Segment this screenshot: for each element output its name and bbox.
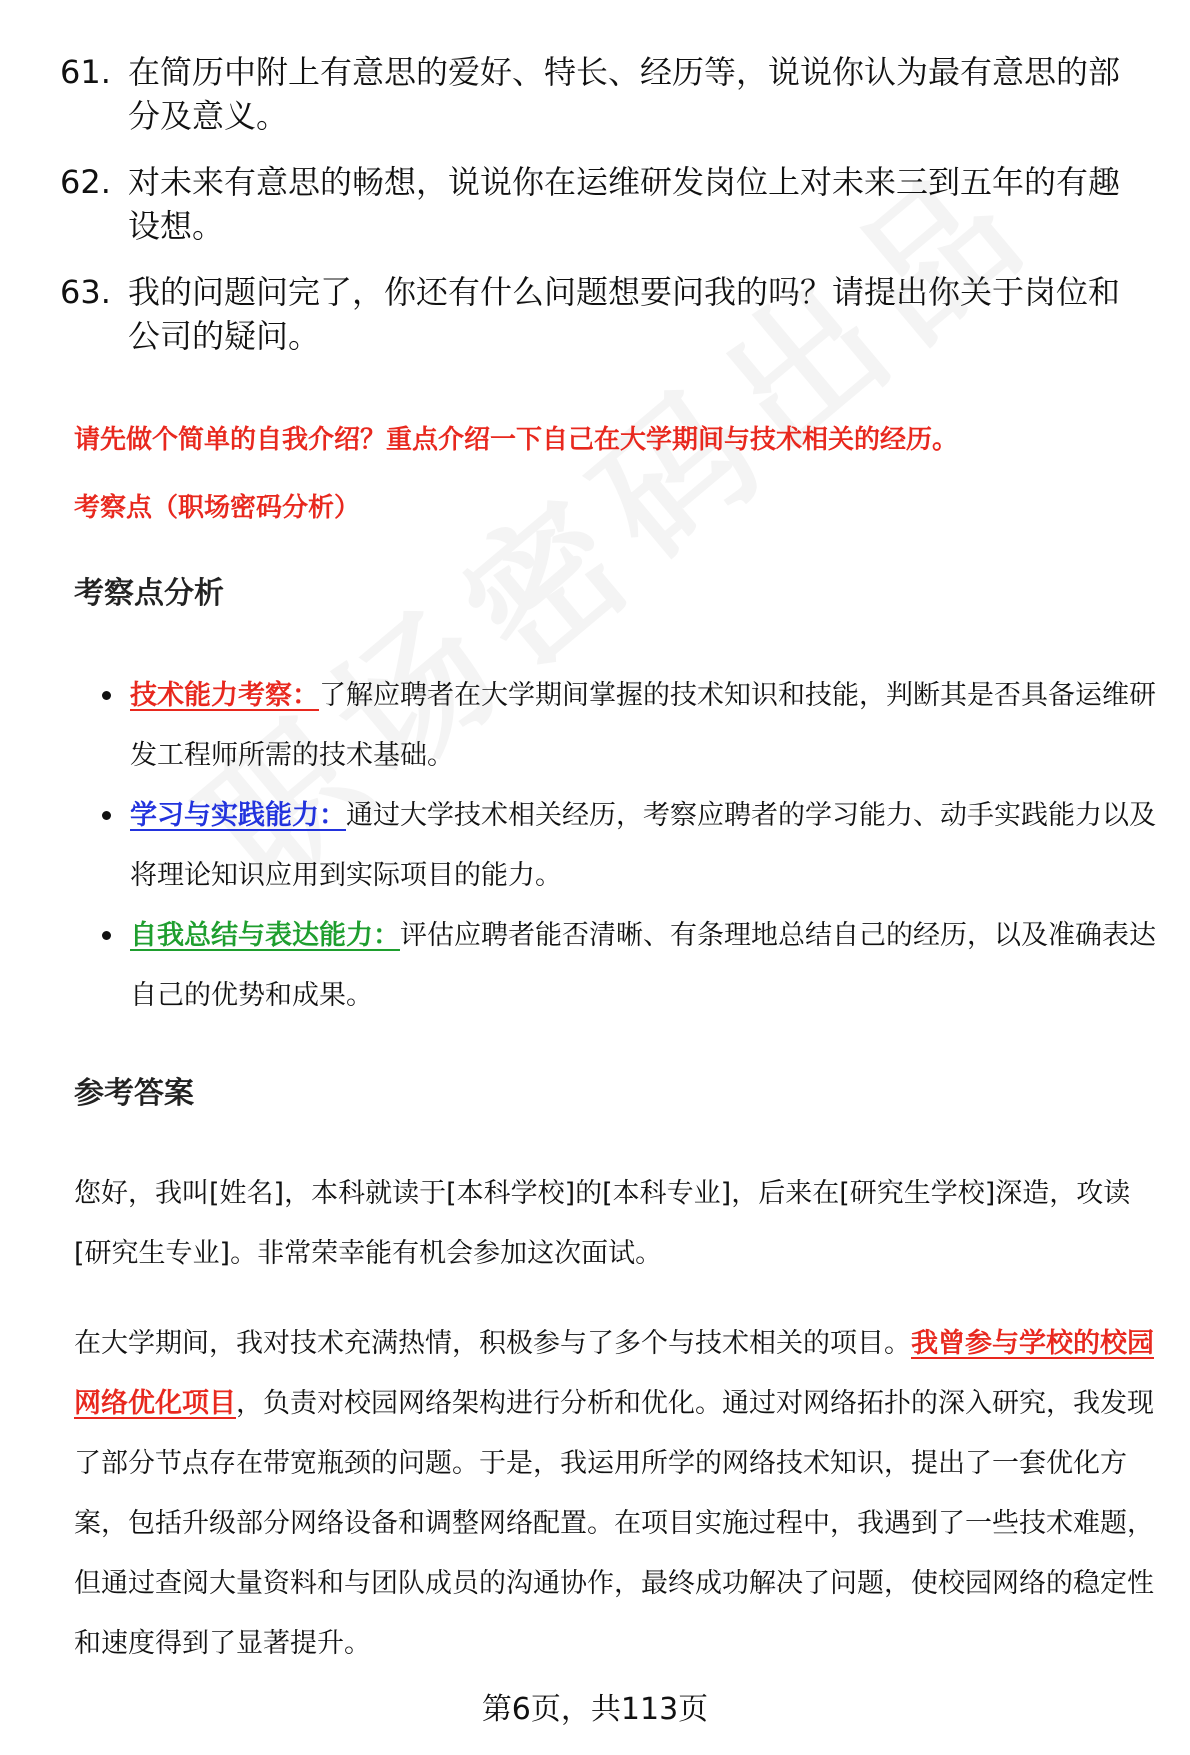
question-number: 61. [60, 53, 111, 91]
question-text: 我的问题问完了，你还有什么问题想要问我的吗？请提出你关于岗位和公司的疑问。 [128, 273, 1121, 355]
analysis-item-label: 自我总结与表达能力： [130, 920, 400, 951]
page-footer: 第6页，共113页 [481, 1692, 709, 1727]
question-number: 63. [60, 273, 111, 311]
answer-rest: ，负责对校园网络架构进行分析和优化。通过对网络拓扑的深入研究，我发现了部分节点存在带宽瓶颈的问题。于是，我运用所学的网络技术知识，提出了一套优化方案，包括升级部分网络设备和调整网络配置。在项目实施过程中，我遇到了一些技术难题，但通过查阅大量资料和与团队成员的沟通协作，最终成功解决了问题，使校园网络的稳定性和速度得到了显著提升。 [74, 1388, 1154, 1659]
bullet-icon [102, 811, 111, 820]
analysis-item-label: 技术能力考察： [130, 680, 319, 711]
answer-lead: 在大学期间，我对技术充满热情，积极参与了多个与技术相关的项目。 [74, 1328, 911, 1359]
analysis-item [100, 786, 1160, 906]
question-text: 对未来有意思的畅想，说说你在运维研发岗位上对未来三到五年的有趣设想。 [128, 163, 1121, 245]
analysis-item [100, 666, 1160, 786]
analysis-list [100, 666, 1160, 1026]
question-number: 62. [60, 163, 111, 201]
bullet-icon [102, 691, 111, 700]
answer-paragraph: 您好，我叫[姓名]，本科就读于[本科学校]的[本科专业]，后来在[研究生学校]深造，攻读[研究生专业]。非常荣幸能有机会参加这次面试。 [74, 1178, 1131, 1269]
analysis-item-text: 通过大学技术相关经历，考察应聘者的学习能力、动手实践能力以及将理论知识应用到实际项目的能力。 [130, 800, 1156, 891]
question-item [60, 160, 1150, 248]
exam-point-label: 考察点（职场密码分析） [74, 493, 361, 523]
answer-paragraph [74, 1314, 1160, 1674]
analysis-title: 考察点分析 [74, 576, 224, 611]
question-item [60, 270, 1150, 358]
answer-title: 参考答案 [74, 1076, 194, 1111]
analysis-item [100, 906, 1160, 1026]
question-item [60, 50, 1150, 138]
analysis-item-text: 评估应聘者能否清晰、有条理地总结自己的经历，以及准确表达自己的优势和成果。 [130, 920, 1156, 1011]
bullet-icon [102, 931, 111, 940]
analysis-item-text: 了解应聘者在大学期间掌握的技术知识和技能，判断其是否具备运维研发工程师所需的技术基础。 [130, 680, 1156, 771]
analysis-item-label: 学习与实践能力： [130, 800, 346, 831]
question-text: 在简历中附上有意思的爱好、特长、经历等，说说你认为最有意思的部分及意义。 [128, 53, 1121, 135]
main-question: 请先做个简单的自我介绍？重点介绍一下自己在大学期间与技术相关的经历。 [74, 425, 959, 455]
answer-highlight: 我曾参与学校的校园网络优化项目 [74, 1328, 1154, 1419]
